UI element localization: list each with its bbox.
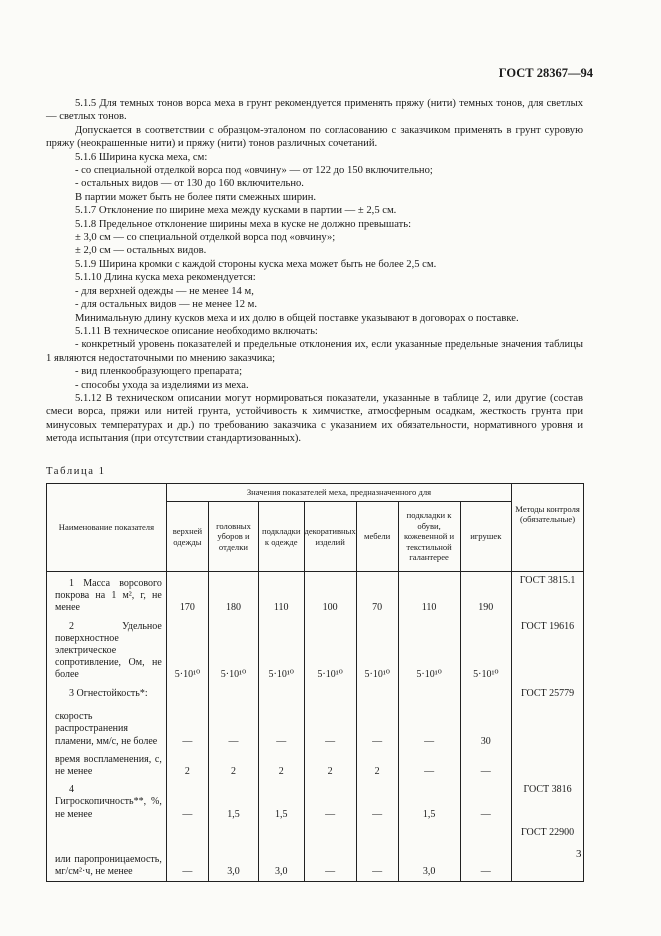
cell-value: — <box>356 781 398 824</box>
cell-value: 2 <box>166 751 208 781</box>
cell-value: — <box>166 824 208 882</box>
paragraph: 5.1.5 Для темных тонов ворса меха в грунт рекомендуется применять пряжу (нити) темных тонов, для светлых — светлых тонов. <box>46 98 583 123</box>
column-header-headwear: головных уборов и отделки <box>208 502 258 572</box>
column-header-lining: подкладки к одежде <box>258 502 304 572</box>
cell-value: 3,0 <box>258 824 304 882</box>
cell-value <box>460 685 512 703</box>
paragraph: Минимальную длину кусков меха и их долю в общей поставке указывают в договорах о поставке. <box>75 312 519 324</box>
table-row <box>47 751 584 781</box>
page-number: 3 <box>576 848 582 860</box>
cell-value: — <box>460 751 512 781</box>
column-header-decorative: декоративных изделий <box>304 502 356 572</box>
cell-value: 1,5 <box>208 781 258 824</box>
cell-value: — <box>166 781 208 824</box>
body-text <box>46 97 583 446</box>
cell-method: ГОСТ 22900 <box>512 824 584 882</box>
cell-value: — <box>398 703 460 751</box>
cell-value: 5·10¹⁰ <box>304 618 356 685</box>
cell-value: 3,0 <box>208 824 258 882</box>
table-row <box>47 572 584 618</box>
cell-value: 180 <box>208 572 258 618</box>
cell-method <box>512 703 584 751</box>
paragraph: ± 3,0 см — со специальной отделкой ворса под «овчину»; <box>75 232 336 244</box>
cell-value: — <box>166 703 208 751</box>
column-header-name: Наименование показателя <box>47 484 167 572</box>
paragraph: 5.1.8 Предельное отклонение ширины меха в куске не должно превышать: <box>75 218 412 230</box>
cell-value: 1,5 <box>398 781 460 824</box>
cell-value: 100 <box>304 572 356 618</box>
row-name: 1 Масса ворсового покрова на 1 м², г, не менее <box>47 572 167 618</box>
table-row <box>47 781 584 824</box>
row-name: или паропроницаемость, мг/см²·ч, не менее <box>47 824 167 882</box>
cell-value: 190 <box>460 572 512 618</box>
cell-value: 5·10¹⁰ <box>460 618 512 685</box>
cell-value: — <box>304 703 356 751</box>
cell-value: — <box>304 824 356 882</box>
paragraph: 5.1.10 Длина куска меха рекомендуется: <box>75 272 256 284</box>
cell-value: 5·10¹⁰ <box>208 618 258 685</box>
column-group-header: Значения показателей меха, предназначенного для <box>166 484 511 502</box>
paragraph: В партии может быть не более пяти смежных ширин. <box>75 191 317 203</box>
cell-method: ГОСТ 3816 <box>512 781 584 824</box>
column-header-furniture: мебели <box>356 502 398 572</box>
paragraph: - вид пленкообразующего препарата; <box>75 366 243 378</box>
paragraph: - конкретный уровень показателей и предельные отклонения их, если указанные предельные значения таблицы 1 являются недостаточными по мнению заказчика; <box>46 339 583 364</box>
table-row <box>47 824 584 882</box>
cell-value <box>398 685 460 703</box>
paragraph: - со специальной отделкой ворса под «овчину» — от 122 до 150 включительно; <box>75 165 433 177</box>
paragraph: Допускается в соответствии с образцом-эталоном по согласованию с заказчиком применять в грунт суровую пряжу (неокрашенные нити) и пряжу (нити) тонов различных сочетаний. <box>46 124 583 150</box>
column-header-footwear-lining: подкладки к обуви, кожевенной и текстильной галантерее <box>398 502 460 572</box>
row-name: время воспламенения, с, не менее <box>47 751 167 781</box>
cell-value: 5·10¹⁰ <box>356 618 398 685</box>
cell-method <box>512 751 584 781</box>
cell-value: 70 <box>356 572 398 618</box>
cell-value <box>166 685 208 703</box>
cell-value <box>208 685 258 703</box>
table-caption: Таблица 1 <box>46 466 106 477</box>
cell-value: — <box>304 781 356 824</box>
cell-value: — <box>460 781 512 824</box>
cell-value: 5·10¹⁰ <box>258 618 304 685</box>
cell-value: 170 <box>166 572 208 618</box>
paragraph: - для верхней одежды — не менее 14 м, <box>75 285 254 297</box>
cell-value <box>258 685 304 703</box>
table-1 <box>46 483 584 882</box>
cell-value: 110 <box>258 572 304 618</box>
column-header-methods: Методы контроля (обязательные) <box>512 484 584 572</box>
cell-value: — <box>460 824 512 882</box>
table-row <box>47 685 584 703</box>
row-name: скорость распространения пламени, мм/с, не более <box>47 703 167 751</box>
row-name: 2 Удельное поверхностное электрическое сопротивление, Ом, не более <box>47 618 167 685</box>
paragraph: - для остальных видов — не менее 12 м. <box>75 299 258 311</box>
cell-value: 2 <box>304 751 356 781</box>
cell-value: — <box>258 703 304 751</box>
paragraph: 5.1.6 Ширина куска меха, см: <box>75 151 208 163</box>
cell-value: 5·10¹⁰ <box>398 618 460 685</box>
column-header-outerwear: верхней одежды <box>166 502 208 572</box>
row-name: 4 Гигроскопичность**, %, не менее <box>47 781 167 824</box>
paragraph: 5.1.7 Отклонение по ширине меха между кусками в партии — ± 2,5 см. <box>75 205 397 217</box>
paragraph: - остальных видов — от 130 до 160 включительно. <box>75 178 304 190</box>
cell-value: — <box>208 703 258 751</box>
cell-value: 1,5 <box>258 781 304 824</box>
cell-value: 5·10¹⁰ <box>166 618 208 685</box>
document-header: ГОСТ 28367—94 <box>498 66 593 80</box>
row-name: 3 Огнестойкость*: <box>47 685 167 703</box>
cell-method: ГОСТ 25779 <box>512 685 584 703</box>
cell-value: 30 <box>460 703 512 751</box>
table-row <box>47 703 584 751</box>
cell-method: ГОСТ 19616 <box>512 618 584 685</box>
cell-value: 2 <box>258 751 304 781</box>
cell-value: — <box>356 703 398 751</box>
cell-value: 2 <box>356 751 398 781</box>
paragraph: ± 2,0 см — остальных видов. <box>75 245 207 257</box>
cell-value: 3,0 <box>398 824 460 882</box>
cell-value <box>356 685 398 703</box>
cell-method: ГОСТ 3815.1 <box>512 572 584 618</box>
paragraph: - способы ухода за изделиями из меха. <box>75 379 249 391</box>
table-row <box>47 618 584 685</box>
column-header-toys: игрушек <box>460 502 512 572</box>
paragraph: 5.1.12 В техническом описании могут нормироваться показатели, указанные в таблице 2, или другие (состав смеси ворса, пряжи или нитей грунта, устойчивость к химчистке, атмосферным осадкам, жесткость грунта при минусовых температурах и др.) по требованию заказчика с указанием их обязательности, нормативного уровня и метода испытания (при отсутствии стандартизованных). <box>46 392 583 445</box>
cell-value: 110 <box>398 572 460 618</box>
cell-value: — <box>398 751 460 781</box>
cell-value <box>304 685 356 703</box>
cell-value: — <box>356 824 398 882</box>
cell-value: 2 <box>208 751 258 781</box>
paragraph: 5.1.9 Ширина кромки с каждой стороны куска меха может быть не более 2,5 см. <box>75 258 437 270</box>
paragraph: 5.1.11 В техническое описание необходимо включать: <box>75 325 318 337</box>
